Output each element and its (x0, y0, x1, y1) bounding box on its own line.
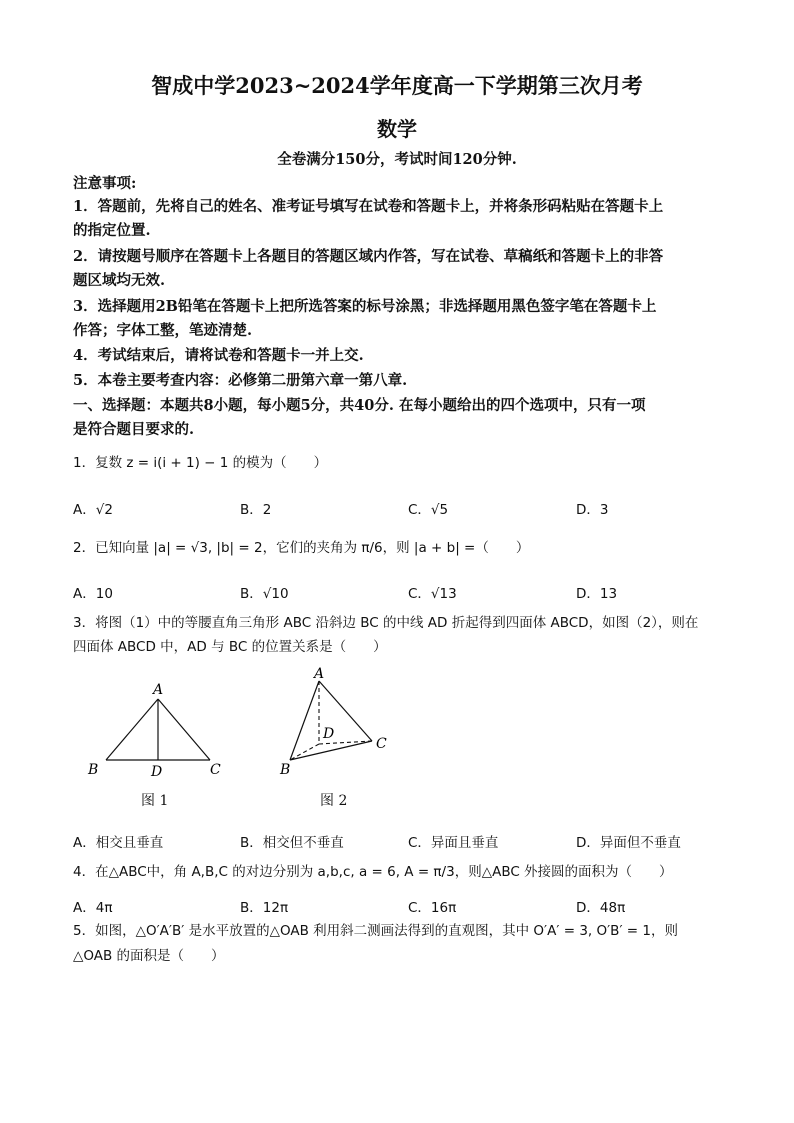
figure-1-triangle (80, 676, 240, 781)
note-2-line-1: 2．请按题号顺序在答题卡上各题目的答题区域内作答，写在试卷、草稿纸和答题卡上的非答 (73, 248, 664, 265)
figure-2-caption: 图 2 (320, 793, 348, 809)
question-5-line-1: 5．如图，△O′A′B′ 是水平放置的△OAB 利用斜二测画法得到的直观图，其中 O′A′ = 3, O′B′ = 1，则 (73, 923, 678, 939)
question-5-line-2: △OAB 的面积是（ ） (73, 948, 225, 964)
note-2-line-2: 题区域均无效. (73, 272, 166, 289)
figure-1-caption: 图 1 (141, 793, 169, 809)
question-2: 2．已知向量 |a| = √3, |b| = 2，它们的夹角为 π/6，则 |a + b| =（ ） (73, 540, 530, 556)
note-3-line-2: 作答；字体工整，笔迹清楚. (73, 322, 253, 339)
subject-title: 数学 (377, 117, 417, 141)
exam-info: 全卷满分150分，考试时间120分钟. (277, 151, 517, 168)
figure-2-tetrahedron (276, 664, 396, 780)
fig1-label-d: D (151, 764, 163, 780)
q4-option-b[interactable]: B．12π (240, 900, 289, 916)
fig1-label-b: B (88, 762, 99, 778)
exam-title: 智成中学2023~2024学年度高一下学期第三次月考 (151, 73, 643, 98)
note-1-line-2: 的指定位置. (73, 222, 151, 239)
question-4: 4．在△ABC中，角 A,B,C 的对边分别为 a,b,c, a = 6, A = π/3，则△ABC 外接圆的面积为（ ） (73, 864, 673, 880)
fig2-label-b: B (280, 762, 291, 778)
q2-option-a[interactable]: A．10 (73, 586, 113, 602)
note-4: 4．考试结束后，请将试卷和答题卡一并上交. (73, 347, 364, 364)
q3-option-b[interactable]: B．相交但不垂直 (240, 835, 344, 851)
q4-option-c[interactable]: C．16π (408, 900, 457, 916)
section-1-heading-line-1: 一、选择题：本题共8小题，每小题5分，共40分. 在每小题给出的四个选项中，只有一项 (73, 397, 646, 414)
question-3-line-2: 四面体 ABCD 中，AD 与 BC 的位置关系是（ ） (73, 639, 387, 655)
fig2-label-c: C (376, 736, 387, 752)
fig2-label-d: D (323, 726, 335, 742)
q4-option-d[interactable]: D．48π (576, 900, 626, 916)
q2-option-c[interactable]: C．√13 (408, 586, 457, 602)
fig2-label-a: A (314, 666, 325, 682)
q3-option-d[interactable]: D．异面但不垂直 (576, 835, 681, 851)
q2-option-d[interactable]: D．13 (576, 586, 618, 602)
q2-option-b[interactable]: B．√10 (240, 586, 289, 602)
q3-option-c[interactable]: C．异面且垂直 (408, 835, 499, 851)
note-5: 5．本卷主要考查内容：必修第二册第六章一第八章. (73, 372, 408, 389)
question-3-line-1: 3．将图（1）中的等腰直角三角形 ABC 沿斜边 BC 的中线 AD 折起得到四面体 ABCD，如图（2），则在 (73, 615, 699, 631)
section-1-heading-line-2: 是符合题目要求的. (73, 421, 195, 438)
note-1-line-1: 1．答题前，先将自己的姓名、准考证号填写在试卷和答题卡上，并将条形码粘贴在答题卡上 (73, 198, 664, 215)
notes-heading: 注意事项: (73, 175, 137, 192)
note-3-line-1: 3．选择题用2B铅笔在答题卡上把所选答案的标号涂黑；非选择题用黑色签字笔在答题卡上 (73, 298, 657, 315)
fig1-label-c: C (210, 762, 221, 778)
q1-option-c[interactable]: C．√5 (408, 502, 449, 518)
q1-option-b[interactable]: B．2 (240, 502, 272, 518)
q4-option-a[interactable]: A．4π (73, 900, 113, 916)
fig1-label-a: A (153, 682, 164, 698)
q1-option-a[interactable]: A．√2 (73, 502, 113, 518)
question-1: 1．复数 z = i(i + 1) − 1 的模为（ ） (73, 455, 328, 471)
q3-option-a[interactable]: A．相交且垂直 (73, 835, 164, 851)
q1-option-d[interactable]: D．3 (576, 502, 609, 518)
